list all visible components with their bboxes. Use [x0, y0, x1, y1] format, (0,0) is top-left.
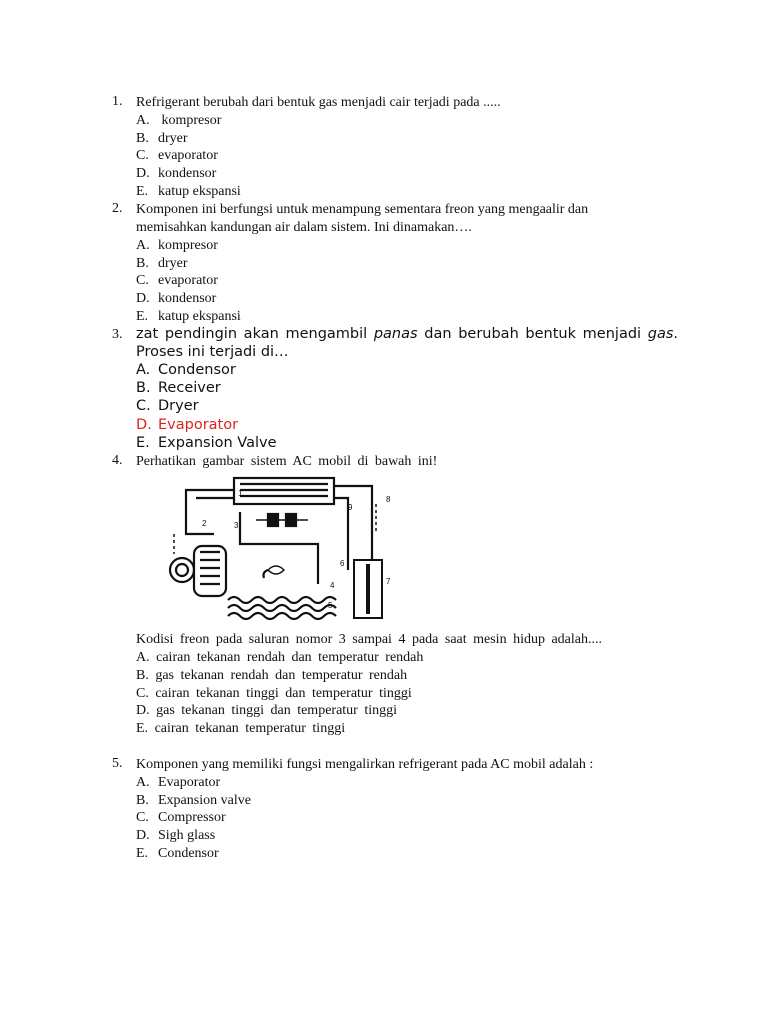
option-text: Condensor	[158, 845, 219, 861]
diagram-label-5: 5	[328, 601, 333, 610]
option-a[interactable]	[136, 774, 682, 792]
option-list	[136, 649, 666, 738]
option-letter: E.	[136, 308, 149, 324]
option-text: Evaporator	[158, 416, 239, 433]
diagram-label-8: 8	[386, 495, 391, 504]
question-4	[112, 453, 682, 471]
option-a[interactable]	[136, 237, 682, 255]
option-letter: B.	[136, 380, 151, 397]
option-letter: A.	[136, 362, 151, 378]
option-text: Expansion Valve	[158, 434, 277, 451]
question-number: 5.	[112, 756, 123, 771]
option-text: Compressor	[158, 810, 226, 826]
option-text: dryer	[158, 130, 188, 146]
option-text: dryer	[158, 255, 188, 271]
option-b[interactable]	[136, 379, 678, 397]
option-letter: C.	[136, 685, 149, 701]
question-2	[112, 201, 682, 326]
option-text: kompresor	[161, 113, 222, 128]
option-letter: B.	[136, 255, 149, 271]
option-text: kondensor	[158, 291, 217, 307]
option-text: gas tekanan rendah dan temperatur rendah	[155, 667, 408, 683]
option-text: Sigh glass	[158, 828, 216, 844]
option-letter: D.	[136, 828, 150, 844]
diagram-label-3: 3	[234, 521, 239, 530]
option-letter: A.	[136, 775, 150, 790]
option-c[interactable]	[136, 272, 682, 290]
diagram-label-9: 9	[348, 503, 353, 512]
option-letter: D.	[136, 166, 150, 182]
option-letter: B.	[136, 130, 149, 146]
option-letter: A.	[136, 238, 150, 253]
option-list	[136, 361, 678, 452]
option-d-correct[interactable]	[136, 416, 678, 434]
question-text	[136, 325, 678, 361]
option-text: cairan tekanan tinggi dan temperatur tinggi	[155, 685, 412, 701]
option-c[interactable]	[136, 147, 682, 165]
question-1	[112, 94, 682, 201]
option-letter: D.	[136, 291, 150, 307]
option-letter: E.	[136, 721, 149, 737]
question-text-part: zat pendingin akan mengambil	[136, 326, 374, 342]
option-c[interactable]	[136, 685, 666, 703]
option-text: cairan tekanan rendah dan temperatur rendah	[156, 650, 424, 665]
question-5	[112, 756, 682, 863]
question-number: 1.	[112, 94, 123, 109]
option-text: Expansion valve	[158, 792, 251, 808]
diagram-label-6: 6	[340, 559, 345, 568]
diagram-label-7: 7	[386, 577, 391, 586]
question-4-body	[136, 631, 666, 738]
option-list	[136, 774, 682, 863]
diagram-label-4: 4	[330, 581, 335, 590]
option-letter: C.	[136, 148, 149, 164]
question-text-italic: gas	[647, 326, 674, 342]
question-text: Perhatikan gambar sistem AC mobil di bawah ini!	[136, 454, 438, 469]
option-b[interactable]	[136, 667, 666, 685]
ac-system-diagram	[168, 474, 396, 626]
option-text: Condensor	[158, 362, 236, 378]
question-text: Refrigerant berubah dari bentuk gas menjadi cair terjadi pada .....	[136, 95, 501, 110]
question-number: 2.	[112, 201, 123, 216]
option-letter: C.	[136, 398, 151, 415]
option-list	[136, 237, 682, 326]
option-b[interactable]	[136, 255, 682, 273]
option-a[interactable]	[136, 649, 666, 667]
option-a[interactable]	[136, 361, 678, 379]
option-letter: B.	[136, 792, 149, 808]
option-text: Receiver	[158, 380, 221, 397]
option-e[interactable]	[136, 308, 682, 326]
option-letter: E.	[136, 434, 150, 451]
question-text: Komponen ini berfungsi untuk menampung sementara freon yang mengaalir dan memisahkan kandungan air dalam sistem. Ini dinamakan….	[136, 202, 589, 235]
option-text: kompresor	[158, 238, 218, 253]
option-b[interactable]	[136, 792, 682, 810]
option-letter: E.	[136, 845, 149, 861]
option-letter: C.	[136, 810, 149, 826]
question-text-part: dan berubah bentuk menjadi	[417, 326, 648, 342]
option-letter: A.	[136, 650, 150, 665]
option-d[interactable]	[136, 290, 682, 308]
option-letter: E.	[136, 183, 149, 199]
option-c[interactable]	[136, 397, 678, 415]
option-text: kondensor	[158, 166, 217, 182]
question-text-italic: panas	[373, 326, 418, 342]
question-subtext: Kodisi freon pada saluran nomor 3 sampai 4 pada saat mesin hidup adalah....	[136, 632, 602, 647]
question-3	[112, 325, 678, 452]
option-text: katup ekspansi	[158, 308, 241, 324]
option-e[interactable]	[136, 845, 682, 863]
option-d[interactable]	[136, 165, 682, 183]
question-text: Komponen yang memiliki fungsi mengalirkan refrigerant pada AC mobil adalah :	[136, 757, 594, 772]
option-letter: D.	[136, 416, 152, 433]
option-letter: C.	[136, 273, 149, 289]
option-text: Evaporator	[158, 775, 221, 790]
option-b[interactable]	[136, 130, 682, 148]
option-e[interactable]	[136, 183, 682, 201]
option-text: cairan tekanan temperatur tinggi	[154, 721, 346, 737]
question-number: 4.	[112, 453, 123, 468]
diagram-label-1: 1	[238, 489, 243, 498]
option-d[interactable]	[136, 702, 666, 720]
option-text: evaporator	[158, 148, 218, 164]
option-letter: B.	[136, 667, 149, 683]
question-number: 3.	[112, 327, 123, 342]
diagram-label-2: 2	[202, 519, 207, 528]
option-text: Dryer	[158, 398, 199, 415]
option-text: evaporator	[158, 273, 218, 289]
option-a[interactable]	[136, 112, 682, 130]
option-e[interactable]	[136, 434, 678, 452]
option-text: katup ekspansi	[158, 183, 241, 199]
option-c[interactable]	[136, 809, 682, 827]
option-d[interactable]	[136, 827, 682, 845]
question-text-part: . Proses ini terjadi di…	[136, 326, 678, 360]
option-e[interactable]	[136, 720, 666, 738]
option-letter: D.	[136, 703, 150, 719]
option-list	[136, 112, 682, 201]
option-text: gas tekanan tinggi dan temperatur tinggi	[156, 703, 398, 719]
option-letter: A.	[136, 113, 150, 128]
